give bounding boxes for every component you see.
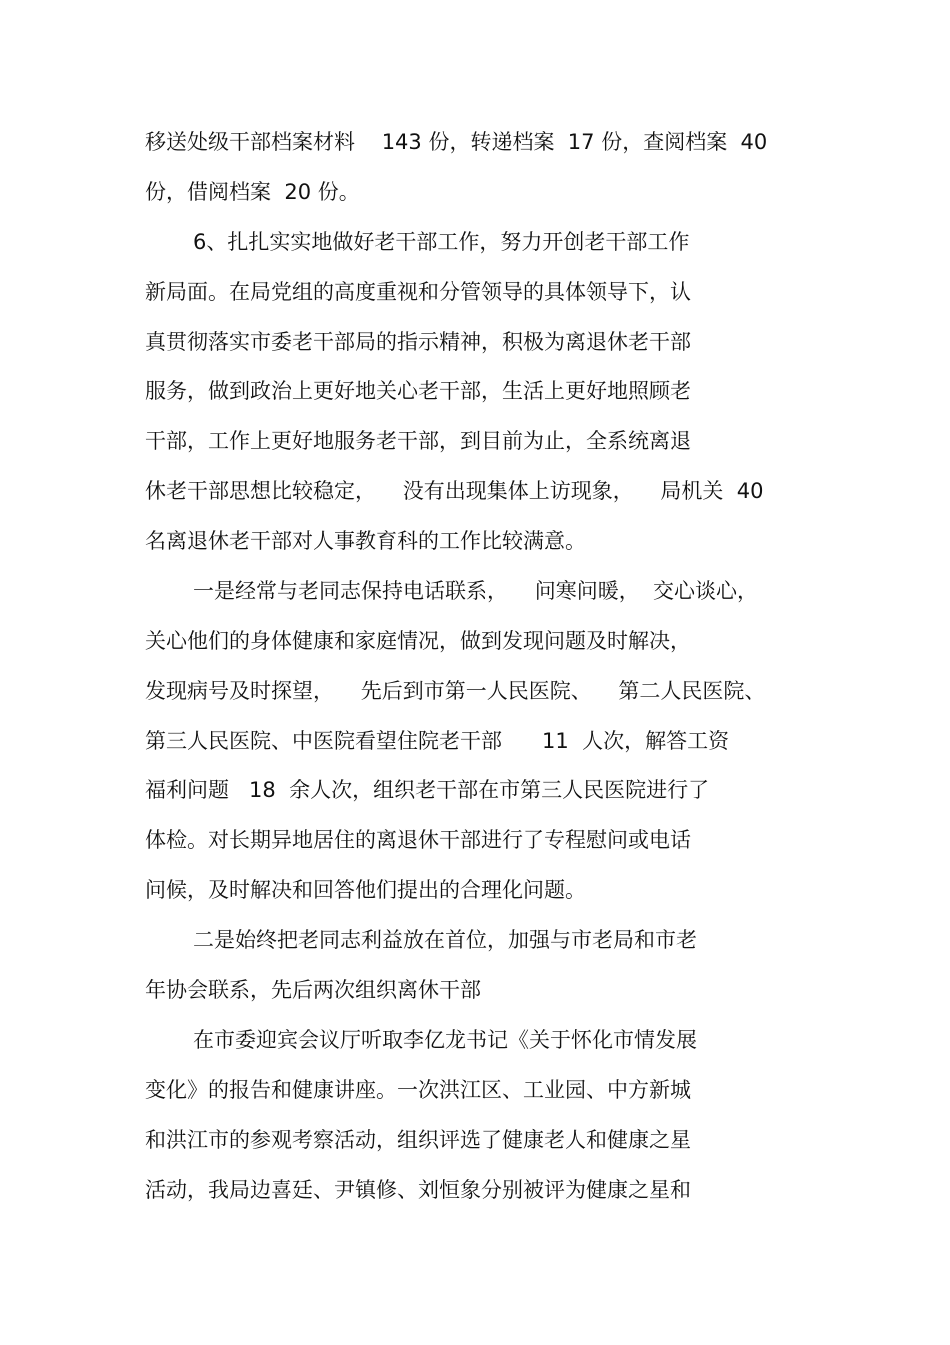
paragraph-start-line: 在市委迎宾会议厅听取李亿龙书记《关于怀化市情发展 (193, 1028, 697, 1052)
text-line: 干部，工作上更好地服务老干部，到目前为止，全系统离退 (145, 429, 691, 453)
paragraph-start-line: 一是经常与老同志保持电话联系， 问寒问暖， 交心谈心， (193, 579, 759, 603)
paragraph-start-line: 6、扎扎实实地做好老干部工作，努力开创老干部工作 (193, 230, 690, 254)
text-line: 发现病号及时探望， 先后到市第一人民医院、 第二人民医院、 (145, 679, 766, 703)
text-line: 体检。对长期异地居住的离退休干部进行了专程慰问或电话 (145, 828, 691, 852)
text-line: 真贯彻落实市委老干部局的指示精神，积极为离退休老干部 (145, 330, 691, 354)
text-line: 活动，我局边喜廷、尹镇修、刘恒象分别被评为健康之星和 (145, 1178, 691, 1202)
text-line: 第三人民医院、中医院看望住院老干部 11 人次，解答工资 (145, 729, 730, 753)
text-line: 份，借阅档案 20 份。 (145, 180, 360, 204)
text-line: 问候，及时解决和回答他们提出的合理化问题。 (145, 878, 586, 902)
text-line: 和洪江市的参观考察活动，组织评选了健康老人和健康之星 (145, 1128, 691, 1152)
text-line: 福利问题 18 余人次，组织老干部在市第三人民医院进行了 (145, 778, 710, 802)
text-line: 新局面。在局党组的高度重视和分管领导的具体领导下，认 (145, 280, 691, 304)
text-line: 服务，做到政治上更好地关心老干部，生活上更好地照顾老 (145, 379, 691, 403)
text-line: 名离退休老干部对人事教育科的工作比较满意。 (145, 529, 586, 553)
paragraph-start-line: 二是始终把老同志利益放在首位，加强与市老局和市老 (193, 928, 697, 952)
text-line: 变化》的报告和健康讲座。一次洪江区、工业园、中方新城 (145, 1078, 691, 1102)
text-line: 移送处级干部档案材料 143 份，转递档案 17 份，查阅档案 40 (145, 130, 768, 154)
text-line: 休老干部思想比较稳定， 没有出现集体上访现象， 局机关 40 (145, 479, 764, 503)
text-line: 年协会联系，先后两次组织离休干部 (145, 978, 481, 1002)
text-line: 关心他们的身体健康和家庭情况，做到发现问题及时解决， (145, 629, 691, 653)
